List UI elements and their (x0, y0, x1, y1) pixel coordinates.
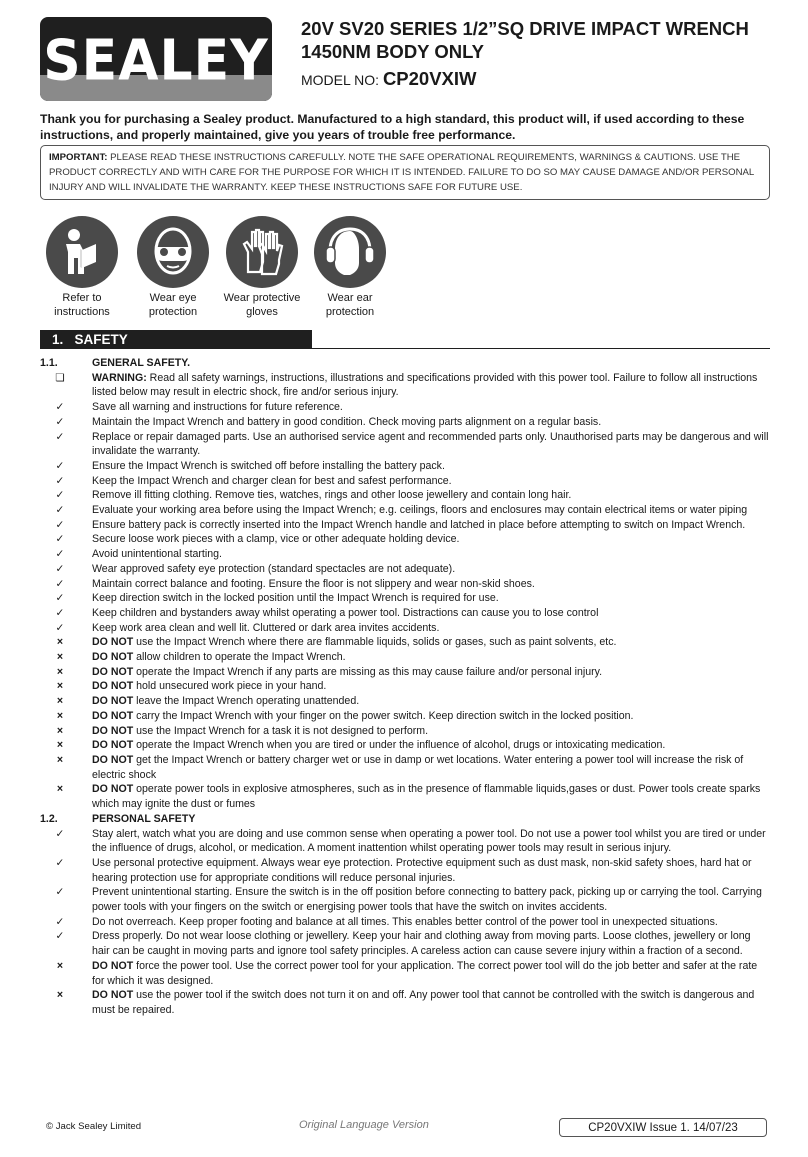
section-header-safety (40, 330, 312, 349)
list-item (40, 562, 770, 577)
check-icon: ✓ (55, 548, 65, 561)
list-item (40, 959, 770, 988)
list-item (40, 474, 770, 489)
cross-icon: × (56, 739, 64, 752)
list-item (40, 606, 770, 621)
item-text: operate the Impact Wrench if any parts are missing as this may cause failure and/or personal injury. (133, 665, 603, 678)
section-number: 1. (52, 332, 64, 347)
item-emphasis: DO NOT (92, 724, 134, 737)
subsection-number: 1.1. (40, 357, 58, 369)
check-icon: ✓ (55, 430, 65, 443)
list-item (40, 518, 770, 533)
list-item (40, 532, 770, 547)
list-item (40, 694, 770, 709)
item-text: force the power tool. Use the correct power tool for your application. The correct power tool will do the job better and safer at the rate for which it was designed. (92, 959, 758, 987)
footer-language: Original Language Version (299, 1119, 429, 1131)
item-text: use the power tool if the switch does not turn it on and off. Any power tool that cannot be controlled with the switch is dangerous and must be repaired. (92, 989, 755, 1016)
check-icon: ✓ (55, 856, 65, 869)
item-text: Keep children and bystanders away whilst operating a power tool. Distractions can cause you to lose control (92, 606, 599, 619)
item-text: Stay alert, watch what you are doing and use common sense when operating a power tool. Do not use a power tool whilst you are tired or under the influence of drugs, alcohol, or medication. A moment inattention whilst operating power tools may result in serious injury. (92, 827, 766, 855)
check-icon: ✓ (55, 827, 65, 840)
model-label: MODEL NO: (301, 72, 380, 88)
item-emphasis: WARNING: (92, 371, 147, 384)
item-emphasis: DO NOT (92, 783, 134, 796)
item-text: Maintain correct balance and footing. Ensure the floor is not slippery and wear non-skid shoes. (92, 577, 535, 590)
item-emphasis: DO NOT (92, 665, 134, 678)
checkbox-icon: ❏ (55, 371, 65, 384)
check-icon: ✓ (55, 533, 65, 546)
item-emphasis: DO NOT (92, 709, 134, 722)
item-text: get the Impact Wrench or battery charger wet or use in damp or wet locations. Water entering a power tool will increase the risk of electric shock (92, 753, 744, 781)
sealey-logo (40, 17, 272, 101)
list-item (40, 503, 770, 518)
product-title: 20V SV20 SERIES 1/2”SQ DRIVE IMPACT WRENCH 1450NM BODY ONLY (301, 18, 749, 62)
list-item (40, 400, 770, 415)
protective-gloves-icon (232, 222, 292, 282)
list-item (40, 415, 770, 430)
icon-eye-protection (125, 216, 221, 319)
list-item (40, 679, 770, 694)
list-item (40, 621, 770, 636)
footer-copyright: © Jack Sealey Limited (46, 1121, 142, 1132)
cross-icon: × (56, 680, 64, 693)
list-item (40, 665, 770, 680)
cross-icon: × (56, 695, 64, 708)
item-text: Wear approved safety eye protection (standard spectacles are not adequate). (92, 562, 456, 575)
item-text: operate the Impact Wrench when you are tired or under the influence of alcohol, drugs or intoxicating medication. (133, 739, 666, 752)
ear-protection-icon (319, 221, 381, 283)
item-emphasis: DO NOT (92, 989, 134, 1002)
list-item (40, 577, 770, 592)
list-item (40, 459, 770, 474)
list-item (40, 753, 770, 782)
cross-icon: × (56, 753, 64, 766)
safety-list (40, 356, 770, 1018)
item-text: Avoid unintentional starting. (92, 548, 222, 561)
item-text: Keep the Impact Wrench and charger clean for best and safest performance. (92, 474, 452, 487)
icon-label: Refer to instructions (54, 292, 110, 318)
logo-text: SEALEY (43, 28, 269, 94)
list-item (40, 591, 770, 606)
list-item (40, 827, 770, 856)
check-icon: ✓ (55, 577, 65, 590)
model-line (301, 68, 477, 90)
icon-label: Wear protective gloves (223, 292, 301, 318)
icon-label: Wear eye protection (148, 292, 198, 318)
check-icon: ✓ (55, 401, 65, 414)
cross-icon: × (56, 783, 64, 796)
check-icon: ✓ (55, 504, 65, 517)
list-item (40, 724, 770, 739)
list-item (40, 547, 770, 562)
item-text: operate power tools in explosive atmospheres, such as in the presence of flammable liquids,gases or dust. Power tools create sparks which may ignite the dust or fumes (92, 783, 761, 811)
list-item (40, 488, 770, 503)
check-icon: ✓ (55, 621, 65, 634)
check-icon: ✓ (55, 562, 65, 575)
item-text: allow children to operate the Impact Wrench. (133, 651, 346, 664)
refer-to-instructions-icon (52, 222, 112, 282)
check-icon: ✓ (55, 459, 65, 472)
list-item (40, 650, 770, 665)
subsection-title: GENERAL SAFETY. (92, 357, 191, 369)
check-icon: ✓ (55, 592, 65, 605)
item-text: Replace or repair damaged parts. Use an authorised service agent and recommended parts only. Unauthorised parts may be dangerous and will invalidate the warranty. (92, 430, 769, 458)
check-icon: ✓ (55, 930, 65, 943)
item-text: Use personal protective equipment. Always wear eye protection. Protective equipment such as dust mask, non-skid safety shoes, hard hat or hearing protection use for appropriate conditions will reduce personal injuries. (92, 856, 752, 884)
list-item (40, 885, 770, 914)
item-emphasis: DO NOT (92, 753, 134, 766)
subsection-number: 1.2. (40, 812, 58, 825)
cross-icon: × (56, 665, 64, 678)
item-emphasis: DO NOT (92, 959, 134, 972)
item-text: Maintain the Impact Wrench and battery in good condition. Check moving parts alignment on a regular basis. (92, 415, 602, 428)
check-icon: ✓ (55, 518, 65, 531)
item-text: Dress properly. Do not wear loose clothing or jewellery. Keep your hair and clothing away from moving parts. Loose clothes, jewellery or long hair can be caught in moving parts and ignore tool safety principles. A careless action can cause severe injury within a fraction of a second. (92, 930, 751, 958)
icon-refer-instructions (34, 216, 130, 319)
item-text: Do not overreach. Keep proper footing and balance at all times. This enables better control of the power tool in unexpected situations. (92, 915, 718, 928)
section-rule (40, 348, 770, 349)
list-item (40, 988, 770, 1017)
item-text: Read all safety warnings, instructions, illustrations and specifications provided with this power tool. Failure to follow all instructions listed below may result in electric shock, fire and/or serious injury. (92, 371, 758, 399)
list-item (40, 371, 770, 400)
check-icon: ✓ (55, 606, 65, 619)
section-title: SAFETY (74, 332, 128, 347)
important-label: IMPORTANT: (49, 152, 108, 163)
cross-icon: × (56, 989, 64, 1002)
item-text: hold unsecured work piece in your hand. (133, 680, 327, 693)
footer-issue: CP20VXIW Issue 1. 14/07/23 (559, 1118, 767, 1137)
item-emphasis: DO NOT (92, 651, 134, 664)
list-item (40, 709, 770, 724)
item-text: Keep direction switch in the locked position until the Impact Wrench is required for use. (92, 592, 499, 605)
icon-protective-gloves (214, 216, 310, 319)
item-text: use the Impact Wrench where there are flammable liquids, solids or gases, such as paint solvents, etc. (133, 636, 617, 649)
important-text: PLEASE READ THESE INSTRUCTIONS CAREFULLY. NOTE THE SAFE OPERATIONAL REQUIREMENTS, WARNINGS & CAUTIONS. USE THE PRODUCT CORRECTLY AND WITH CARE FOR THE PURPOSE FOR WHICH IT IS INTENDED. FAILURE TO DO SO MAY CAUSE DAMAGE AND/OR PERSONAL INJURY AND WILL INVALIDATE THE WARRANTY. KEEP THESE INSTRUCTIONS SAFE FOR FUTURE USE. (49, 152, 754, 194)
item-text: Ensure the Impact Wrench is switched off before installing the battery pack. (92, 459, 445, 472)
item-emphasis: DO NOT (92, 739, 134, 752)
check-icon: ✓ (55, 915, 65, 928)
icon-label: Wear ear protection (325, 292, 375, 318)
cross-icon: × (56, 724, 64, 737)
subsection-heading (40, 812, 770, 827)
check-icon: ✓ (55, 886, 65, 899)
model-number: CP20VXIW (382, 68, 477, 89)
list-item (40, 635, 770, 650)
cross-icon: × (56, 709, 64, 722)
item-text: carry the Impact Wrench with your finger on the power switch. Keep direction switch in the locked position. (133, 709, 634, 722)
list-item (40, 915, 770, 930)
cross-icon: × (56, 959, 64, 972)
item-emphasis: DO NOT (92, 680, 134, 693)
icon-ear-protection (302, 216, 398, 319)
cross-icon: × (56, 636, 64, 649)
eye-protection-icon (142, 221, 204, 283)
item-emphasis: DO NOT (92, 636, 134, 649)
item-text: Ensure battery pack is correctly inserted into the Impact Wrench handle and latched in place before attempting to switch on Impact Wrench. (92, 518, 746, 531)
intro-text: Thank you for purchasing a Sealey product. Manufactured to a high standard, this product will, if used according to these instructions, and properly maintained, give you years of trouble free performance. (40, 112, 745, 142)
item-text: Keep work area clean and well lit. Cluttered or dark area invites accidents. (92, 621, 440, 634)
item-text: use the Impact Wrench for a task it is not designed to perform. (133, 724, 429, 737)
item-text: Prevent unintentional starting. Ensure the switch is in the off position before connecting to battery pack, picking up or carrying the tool. Carrying power tools with your fingers on the switch or energising power tools that have the switch on invites accidents. (92, 886, 762, 914)
item-text: Save all warning and instructions for future reference. (92, 401, 343, 414)
item-text: Evaluate your working area before using the Impact Wrench; e.g. ceilings, floors and enclosures may contain electrical items or water piping (92, 504, 748, 517)
list-item (40, 929, 770, 958)
cross-icon: × (56, 651, 64, 664)
subsection-title: PERSONAL SAFETY (92, 812, 196, 825)
list-item (40, 738, 770, 753)
list-item (40, 782, 770, 811)
item-text: Secure loose work pieces with a clamp, vice or other adequate holding device. (92, 533, 460, 546)
item-emphasis: DO NOT (92, 695, 134, 708)
check-icon: ✓ (55, 474, 65, 487)
list-item (40, 856, 770, 885)
item-text: Remove ill fitting clothing. Remove ties, watches, rings and other loose jewellery and contain long hair. (92, 489, 572, 502)
item-text: leave the Impact Wrench operating unattended. (133, 695, 360, 708)
check-icon: ✓ (55, 415, 65, 428)
subsection-heading (40, 356, 770, 371)
list-item (40, 430, 770, 459)
check-icon: ✓ (55, 489, 65, 502)
important-notice (40, 145, 770, 200)
